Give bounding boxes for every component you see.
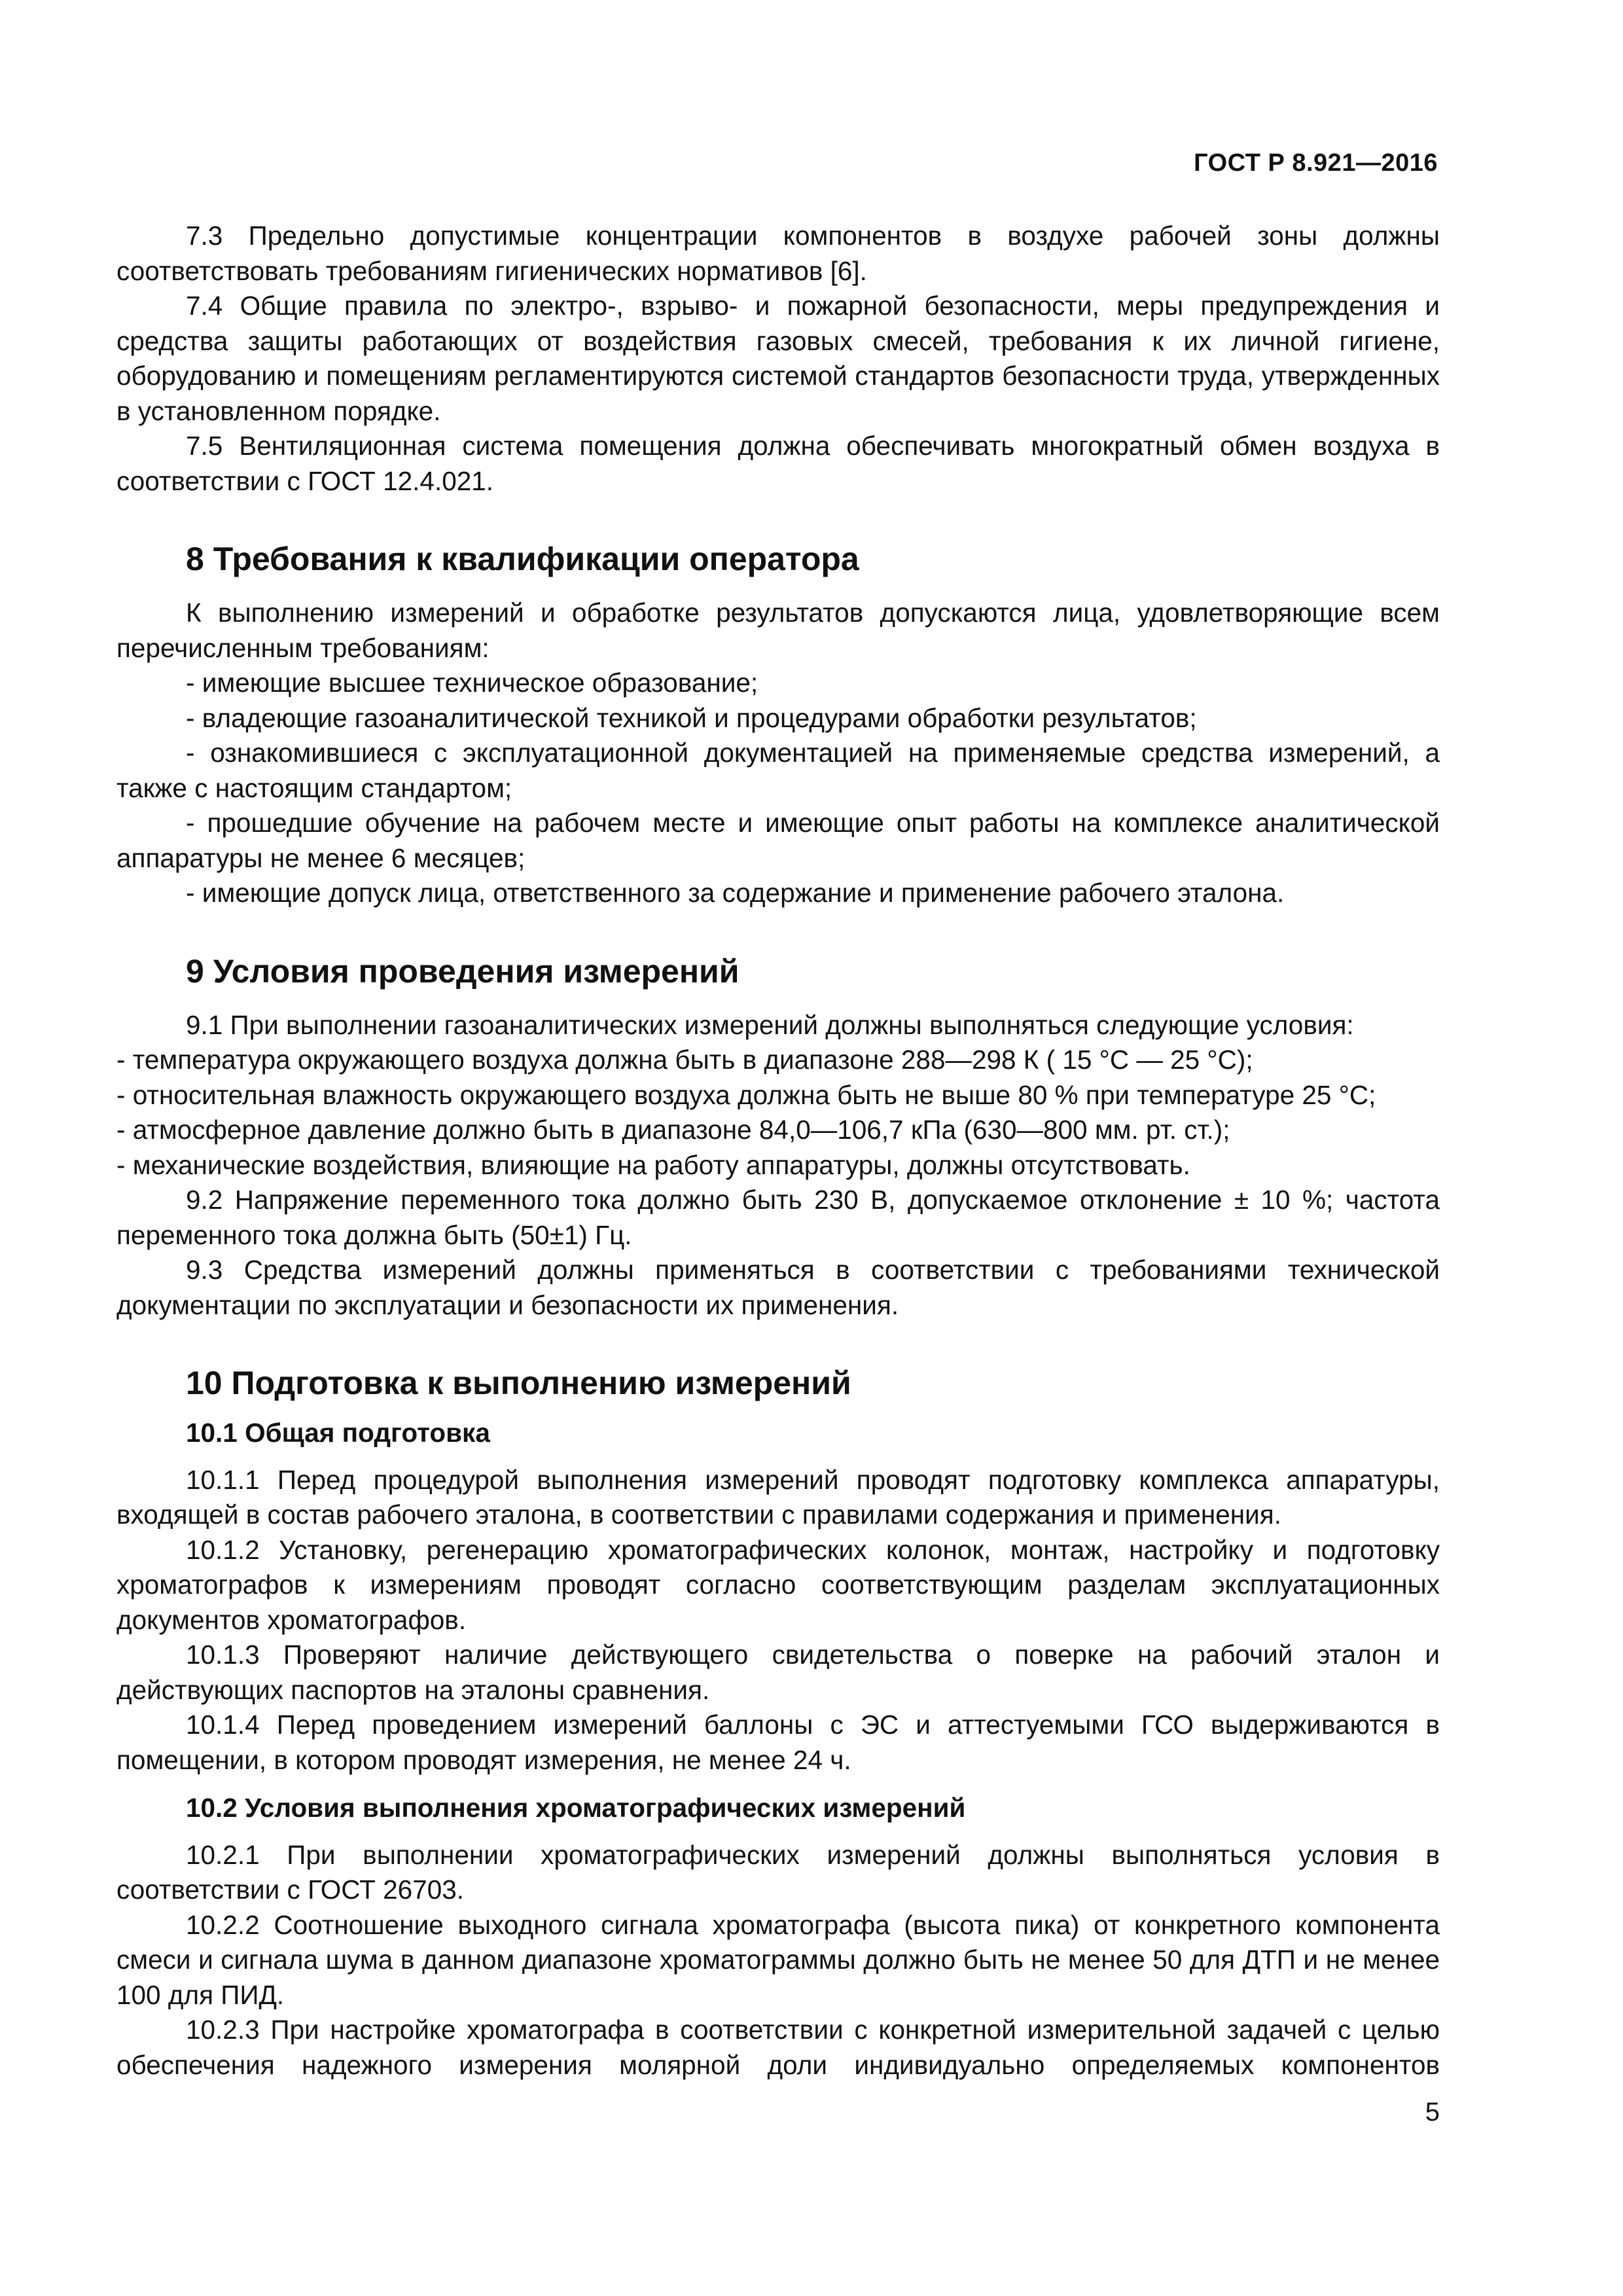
paragraph-10-1-2: 10.1.2 Установку, регенерацию хроматографических колонок, монтаж, настройку и подготовку хроматографов к измерениям проводят согласно соответствующим разделам эксплуатационных документов хроматографов. — [116, 1534, 1440, 1635]
paragraph-9-3: 9.3 Средства измерений должны применяться в соответствии с требованиями технической документации по эксплуатации и безопасности их применения. — [116, 1255, 1440, 1320]
page-body — [116, 219, 1440, 2083]
subsection-10-1-heading: 10.1 Общая подготовка — [186, 1418, 490, 1448]
paragraph-10-2-2: 10.2.2 Соотношение выходного сигнала хроматографа (высота пика) от конкретного компонента смеси и сигнала шума в данном диапазоне хроматограммы должно быть не менее 50 для ДТП и не менее 100 для ПИД. — [116, 1909, 1440, 2010]
list-item: - ознакомившиеся с эксплуатационной документацией на применяемые средства измерений, а также с настоящим стандартом; — [116, 738, 1440, 803]
section-8-intro: К выполнению измерений и обработке результатов допускаются лица, удовлетворяющие всем перечисленным требованиям: — [116, 598, 1440, 663]
paragraph-9-2: 9.2 Напряжение переменного тока должно быть 230 В, допускаемое отклонение ± 10 %; частота переменного тока должна быть (50±1) Гц. — [116, 1185, 1440, 1250]
list-item: - атмосферное давление должно быть в диапазоне 84,0—106,7 кПа (630—800 мм. рт. ст.); — [116, 1115, 1230, 1145]
paragraph-10-2-1: 10.2.1 При выполнении хроматографических измерений должны выполняться условия в соответствии с ГОСТ 26703. — [116, 1839, 1440, 1905]
list-item: - имеющие допуск лица, ответственного за содержание и применение рабочего эталона. — [186, 878, 1285, 908]
list-item: - механические воздействия, влияющие на работу аппаратуры, должны отсутствовать. — [116, 1149, 1190, 1180]
list-item: - имеющие высшее техническое образование; — [186, 668, 758, 698]
paragraph-10-1-4: 10.1.4 Перед проведением измерений баллоны с ЭС и аттестуемыми ГСО выдерживаются в помещении, в котором проводят измерения, не менее 24 ч. — [116, 1710, 1440, 1775]
list-item: - владеющие газоаналитической техникой и процедурами обработки результатов; — [186, 702, 1197, 733]
paragraph-7-5: 7.5 Вентиляционная система помещения должна обеспечивать многократный обмен воздуха в соответствии с ГОСТ 12.4.021. — [116, 431, 1440, 496]
section-10-heading: 10 Подготовка к выполнению измерений — [186, 1365, 851, 1401]
paragraph-10-2-3: 10.2.3 При настройке хроматографа в соответствии с конкретной измерительной задачей с целью обеспечения надежного измерения молярной доли индивидуально определяемых компонентов — [116, 2015, 1440, 2080]
page-number: 5 — [1425, 2098, 1440, 2126]
paragraph-9-1: 9.1 При выполнении газоаналитических измерений должны выполняться следующие условия: — [186, 1009, 1354, 1040]
subsection-10-2-heading: 10.2 Условия выполнения хроматографических измерений — [186, 1793, 966, 1823]
section-9-heading: 9 Условия проведения измерений — [186, 952, 740, 990]
paragraph-7-3: 7.3 Предельно допустимые концентрации компонентов в воздухе рабочей зоны должны соответствовать требованиям гигиенических нормативов [6]. — [116, 221, 1440, 286]
section-8-heading: 8 Требования к квалификации оператора — [186, 541, 859, 577]
list-item: - прошедшие обучение на рабочем месте и имеющие опыт работы на комплексе аналитической аппаратуры не менее 6 месяцев; — [116, 808, 1440, 873]
paragraph-10-1-1: 10.1.1 Перед процедурой выполнения измерений проводят подготовку комплекса аппаратуры, входящей в состав рабочего эталона, в соответствии с правилами содержания и применения. — [116, 1464, 1440, 1530]
document-code-header: ГОСТ Р 8.921—2016 — [1194, 149, 1438, 177]
paragraph-7-4: 7.4 Общие правила по электро-, взрыво- и пожарной безопасности, меры предупреждения и средства защиты работающих от воздействия газовых смесей, требования к их личной гигиене, оборудованию и помещениям регламентируются системой стандартов безопасности труда, утвержденных в установленном порядке. — [116, 291, 1440, 426]
list-item: - температура окружающего воздуха должна быть в диапазоне 288—298 К ( 15 °С — 25 °С); — [116, 1045, 1253, 1075]
list-item: - относительная влажность окружающего воздуха должна быть не выше 80 % при температуре 25 °С; — [116, 1079, 1376, 1110]
paragraph-10-1-3: 10.1.3 Проверяют наличие действующего свидетельства о поверке на рабочий эталон и действующих паспортов на эталоны сравнения. — [116, 1640, 1440, 1705]
